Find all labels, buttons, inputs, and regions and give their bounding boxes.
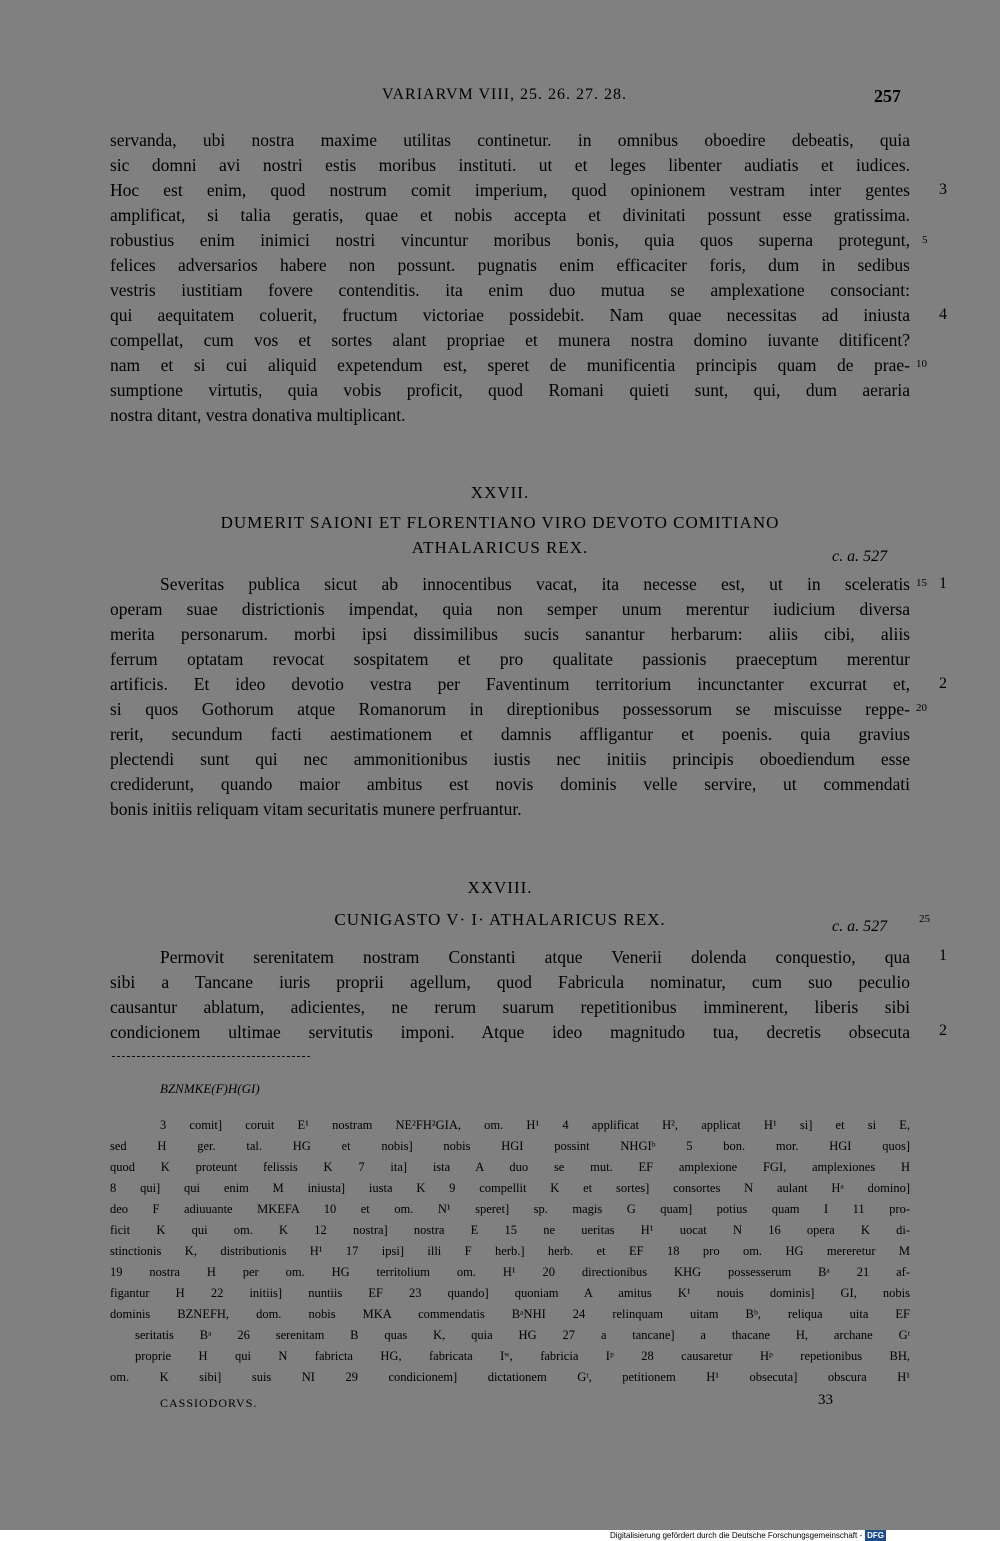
apparatus-sigla: BZNMKE(F)H(GI) bbox=[160, 1081, 260, 1096]
text-line: crediderunt, quando maior ambitus est novis dominis velle servire, ut commendati bbox=[110, 774, 910, 794]
footer-sheet-number: 33 bbox=[818, 1392, 833, 1408]
apparatus-line: deo F adiuuante MKEFA 10 et om. N¹ speret] sp. magis G quam] potius quam I 11 pro- bbox=[110, 1202, 910, 1216]
section-number: 2 bbox=[939, 1022, 947, 1039]
text-line: operam suae districtionis impendat, quia non semper unum merentur iudicium diversa bbox=[110, 599, 910, 619]
line-number: 20 bbox=[916, 702, 927, 714]
text-line: robustius enim inimici nostri vincuntur moribus bonis, quia quos superna protegunt, bbox=[110, 230, 910, 250]
text-line: plectendi sunt qui nec ammonitionibus iustis nec initiis principis oboediendum esse bbox=[110, 749, 910, 769]
text-line: amplificat, si talia geratis, quae et nobis accepta et divinitati possunt esse gratissima. bbox=[110, 205, 910, 225]
text-line: ferrum optatam revocat sospitatem et pro qualitate passionis praeceptum merentur bbox=[110, 649, 910, 669]
text-line: nam et si cui aliquid expetendum est, speret de munificentia principis quam de prae- bbox=[110, 355, 910, 375]
letter28-numeral: XXVIII. bbox=[467, 878, 533, 897]
apparatus-line: quod K proteunt felissis K 7 ita] ista A duo se mut. EF amplexione FGI, amplexiones H bbox=[110, 1160, 910, 1174]
text-line: sumptione virtutis, quia vobis proficit, quod Romani quieti sunt, qui, dum aeraria bbox=[110, 380, 910, 400]
apparatus-line: sed H ger. tal. HG et nobis] nobis HGI possint NHGIᵇ 5 bon. mor. HGI quos] bbox=[110, 1139, 910, 1153]
letter28-heading: CUNIGASTO V· I· ATHALARICUS REX. bbox=[334, 910, 666, 929]
text-line: felices adversarios habere non possunt. pugnatis enim efficaciter foris, dum in sedibus bbox=[110, 255, 910, 275]
letter28-date: c. a. 527 bbox=[832, 918, 888, 935]
digitization-credit bbox=[610, 1530, 1000, 1541]
text-line: si quos Gothorum atque Romanorum in direptionibus possessorum se miscuisse reppe- bbox=[110, 699, 910, 719]
apparatus-line: figantur H 22 initiis] nuntiis EF 23 quando] quoniam A amitus K¹ nouis dominis] GI, nobis bbox=[110, 1286, 910, 1300]
text-line: artificis. Et ideo devotio vestra per Faventinum territorium incunctanter excurrat et, bbox=[110, 674, 910, 694]
running-head: VARIARVM VIII, 25. 26. 27. 28. bbox=[382, 86, 628, 103]
text-line: rerit, secundum facti aestimationem et damnis affligantur et poenis. quia gravius bbox=[110, 724, 910, 744]
line-number: 15 bbox=[916, 577, 927, 589]
footnote-rule bbox=[112, 1056, 310, 1057]
section-number: 4 bbox=[939, 306, 947, 323]
letter27-heading-2: ATHALARICUS REX. bbox=[411, 538, 589, 557]
text-line: vestris iustitiam fovere contenditis. ita enim duo mutua se amplexatione consociant: bbox=[110, 280, 910, 300]
text-line-last: bonis initiis reliquam vitam securitatis munere perfruantur. bbox=[110, 799, 522, 819]
apparatus-line: stinctionis K, distributionis H¹ 17 ipsi] illi F herb.] herb. et EF 18 pro om. HG mereretur M bbox=[110, 1244, 910, 1258]
text-line: condicionem ultimae servitutis imponi. Atque ideo magnitudo tua, decretis obsecuta bbox=[110, 1022, 910, 1042]
text-line: merita personarum. morbi ipsi dissimilibus sucis sanantur herbarum: aliis cibi, aliis bbox=[110, 624, 910, 644]
line-number: 25 bbox=[919, 913, 930, 925]
line-number: 10 bbox=[916, 358, 927, 370]
text-line: Permovit serenitatem nostram Constanti atque Venerii dolenda conquestio, qua bbox=[160, 947, 910, 967]
section-number: 2 bbox=[939, 675, 947, 692]
section-number: 1 bbox=[939, 947, 947, 964]
text-line: sic domni avi nostri estis moribus instituti. ut et leges libenter audiatis et iudices. bbox=[110, 155, 910, 175]
text-line: sibi a Tancane iuris proprii agellum, quod Fabricula nominatur, cum suo peculio bbox=[110, 972, 910, 992]
text-line: Severitas publica sicut ab innocentibus vacat, ita necesse est, ut in sceleratis bbox=[160, 574, 910, 594]
apparatus-line: 8 qui] qui enim M iniusta] iusta K 9 compellit K et sortes] consortes N aulant Hᵃ domino] bbox=[110, 1181, 910, 1195]
text-line: Hoc est enim, quod nostrum comit imperium, quod opinionem vestram inter gentes bbox=[110, 180, 910, 200]
dfg-logo-icon: DFG bbox=[867, 1531, 885, 1540]
text-line: compellat, cum vos et sortes alant propriae et munera nostra domino iuvante ditificent? bbox=[110, 330, 910, 350]
apparatus-line: om. K sibi] suis NI 29 condicionem] dictationem Gᵗ, petitionem H¹ obsecuta] obscura H¹ bbox=[110, 1370, 910, 1384]
section-number: 1 bbox=[939, 575, 947, 592]
apparatus-line: ficit K qui om. K 12 nostra] nostra E 15 ne ueritas H¹ uocat N 16 opera K di- bbox=[110, 1223, 910, 1237]
text-line: causantur ablatum, adicientes, ne rerum suarum repetitionibus imminerent, liberis sibi bbox=[110, 997, 910, 1017]
letter27-date: c. a. 527 bbox=[832, 548, 888, 565]
apparatus-line: dominis BZNEFH, dom. nobis MKA commendatis BᵃNHI 24 relinquam uitam Bᵇ, reliqua uita EF bbox=[110, 1307, 910, 1321]
apparatus-line: 3 comit] coruit E¹ nostram NE²FH²GIA, om. H¹ 4 applificat H², applicat H¹ si] et si E, bbox=[160, 1118, 910, 1132]
apparatus-line: proprie H qui N fabricta HG, fabricata Iʷ, fabricia Iᵖ 28 causaretur Hᵖ repetionibus BH, bbox=[135, 1349, 910, 1363]
text-line: qui aequitatem coluerit, fructum victoriae possidebit. Nam quae necessitas ad iniusta bbox=[110, 305, 910, 325]
letter27-heading: DUMERIT SAIONI ET FLORENTIANO VIRO DEVOTO COMITIANO bbox=[220, 513, 780, 532]
text-line-last: nostra ditant, vestra donativa multiplicant. bbox=[110, 405, 406, 425]
apparatus-line: seritatis Bᵃ 26 serenitam B quas K, quia HG 27 a tancane] a thacane H, archane Gᵗ bbox=[135, 1328, 910, 1342]
line-number: 5 bbox=[922, 234, 928, 246]
apparatus-line: 19 nostra H per om. HG territolium om. H¹ 20 directionibus KHG possesserum Bᵃ 21 af- bbox=[110, 1265, 910, 1279]
section-number: 3 bbox=[939, 181, 947, 198]
text-line: servanda, ubi nostra maxime utilitas continetur. in omnibus oboedire debeatis, quia bbox=[110, 130, 910, 150]
page-number: 257 bbox=[874, 86, 901, 106]
footer-signature: CASSIODORVS. bbox=[160, 1396, 258, 1410]
letter27-numeral: XXVII. bbox=[470, 483, 530, 502]
credit-text: Digitalisierung gefördert durch die Deutsche Forschungsgemeinschaft - bbox=[610, 1531, 863, 1540]
